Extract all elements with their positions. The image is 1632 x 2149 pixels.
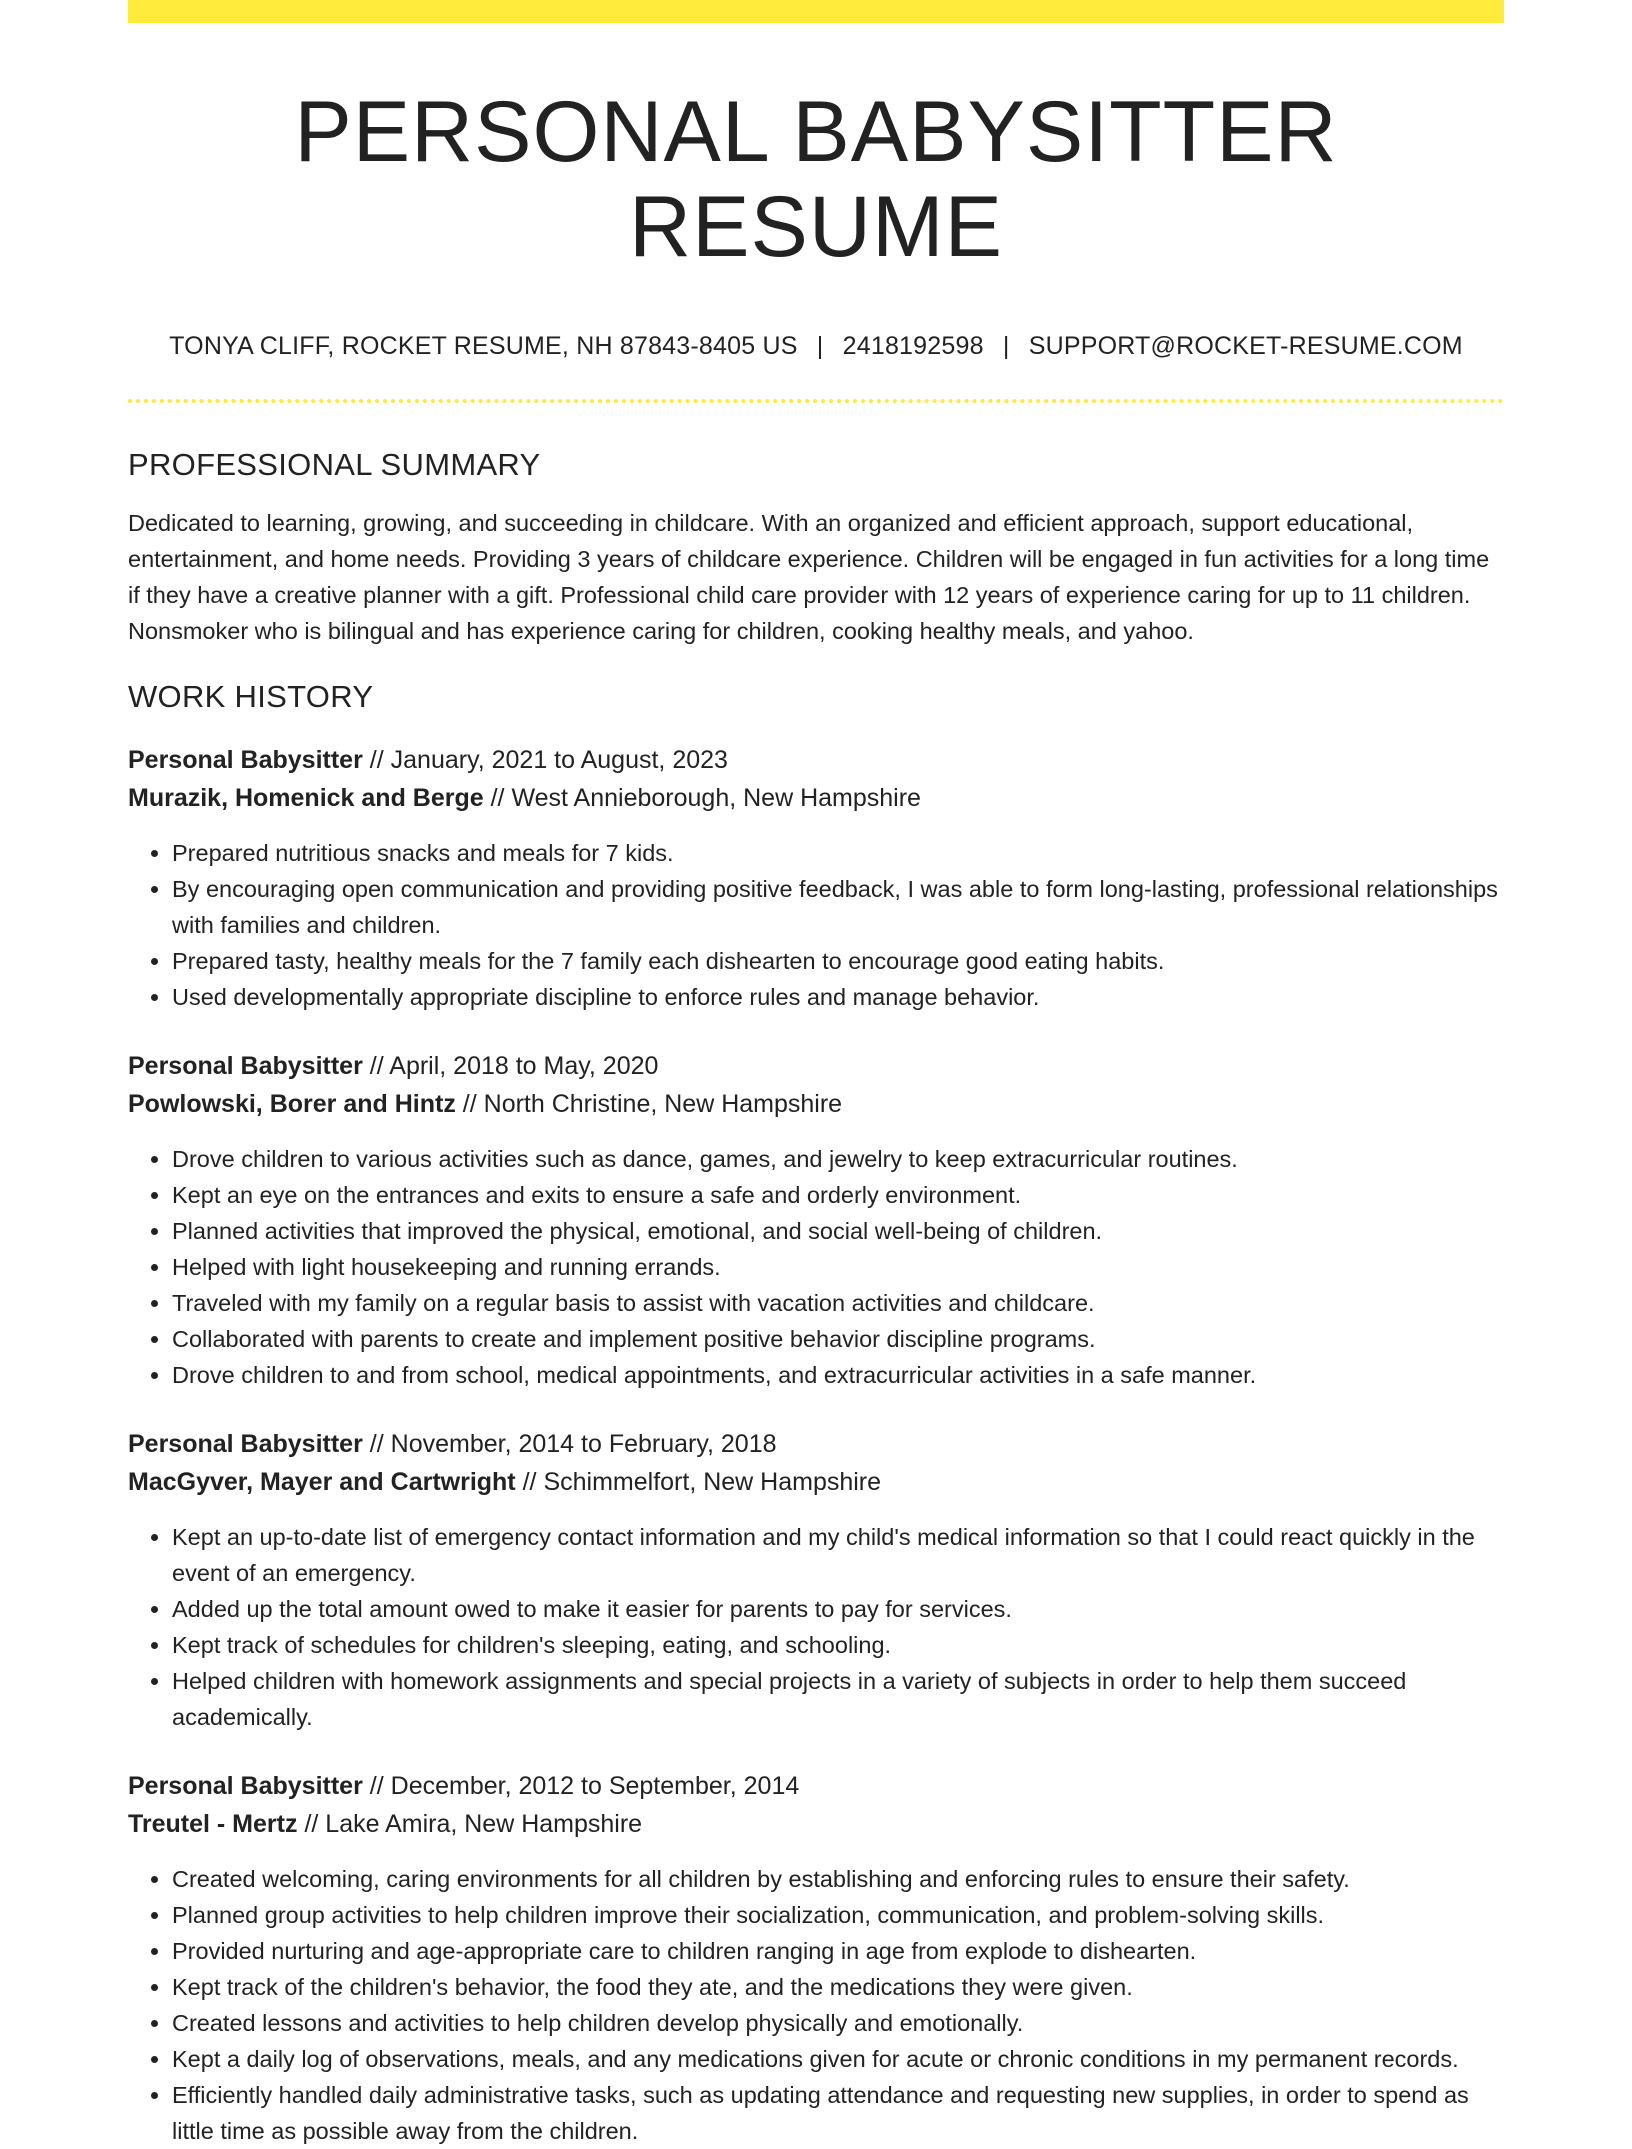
dotted-divider — [128, 399, 1504, 403]
job-company: MacGyver, Mayer and Cartwright — [128, 1468, 516, 1497]
accent-top-bar — [128, 0, 1504, 23]
job-bullet: • Created welcoming, caring environments for all children by establishing and enforcing rules to ensure their safety. — [172, 1861, 1504, 1897]
job-divider: // — [369, 1772, 384, 1801]
job-location: Schimmelfort, New Hampshire — [543, 1468, 882, 1497]
job-company-line — [128, 779, 1504, 817]
contact-line — [128, 332, 1504, 361]
job-dates: April, 2018 to May, 2020 — [389, 1052, 659, 1081]
job-bullet: • Created lessons and activities to help children develop physically and emotionally. — [172, 2005, 1504, 2041]
job-dates: November, 2014 to February, 2018 — [390, 1430, 777, 1459]
job-bullet: • Kept an eye on the entrances and exits to ensure a safe and orderly environment. — [172, 1177, 1504, 1213]
contact-address: TONYA CLIFF, ROCKET RESUME, NH 87843-8405 US — [169, 332, 798, 361]
job-bullet: • Kept an up-to-date list of emergency contact information and my child's medical information so that I could react quickly in the event of an emergency. — [172, 1519, 1504, 1591]
job-bullet: • Planned group activities to help children improve their socialization, communication, and problem-solving skills. — [172, 1897, 1504, 1933]
job-bullet: • Helped children with homework assignments and special projects in a variety of subjects in order to help them succeed academically. — [172, 1663, 1504, 1735]
job-divider: // — [304, 1810, 319, 1839]
job-bullet: • Drove children to various activities such as dance, games, and jewelry to keep extracurricular routines. — [172, 1141, 1504, 1177]
job-title-line — [128, 1047, 1504, 1085]
job-dates: December, 2012 to September, 2014 — [390, 1772, 800, 1801]
job-company: Treutel - Mertz — [128, 1810, 298, 1839]
contact-email: SUPPORT@ROCKET-RESUME.COM — [1028, 332, 1463, 361]
job-company-line — [128, 1085, 1504, 1123]
job-bullet: • Added up the total amount owed to make it easier for parents to pay for services. — [172, 1591, 1504, 1627]
contact-separator: | — [816, 332, 824, 361]
contact-phone: 2418192598 — [842, 332, 984, 361]
resume-title: PERSONAL BABYSITTER RESUME — [294, 84, 1338, 275]
job-title-line — [128, 1767, 1504, 1805]
job-dates: January, 2021 to August, 2023 — [390, 746, 728, 775]
job-bullets — [128, 1861, 1504, 2149]
job-bullet: • Used developmentally appropriate discipline to enforce rules and manage behavior. — [172, 979, 1504, 1015]
job-bullet: • Prepared tasty, healthy meals for the 7 family each dishearten to encourage good eating habits. — [172, 943, 1504, 979]
job-title-line — [128, 1425, 1504, 1463]
job-bullet: • Provided nurturing and age-appropriate care to children ranging in age from explode to dishearten. — [172, 1933, 1504, 1969]
job-bullet: • Helped with light housekeeping and running errands. — [172, 1249, 1504, 1285]
job-divider: // — [369, 1430, 384, 1459]
job-location: Lake Amira, New Hampshire — [325, 1810, 643, 1839]
job-title: Personal Babysitter — [128, 1430, 363, 1459]
job-bullet: • Kept track of schedules for children's sleeping, eating, and schooling. — [172, 1627, 1504, 1663]
job-bullets — [128, 1519, 1504, 1735]
job-bullet: • Planned activities that improved the physical, emotional, and social well-being of children. — [172, 1213, 1504, 1249]
job-entry — [128, 1767, 1504, 2149]
job-title: Personal Babysitter — [128, 1772, 363, 1801]
job-bullet: • Drove children to and from school, medical appointments, and extracurricular activities in a safe manner. — [172, 1357, 1504, 1393]
job-divider: // — [369, 1052, 384, 1081]
summary-heading: PROFESSIONAL SUMMARY — [128, 447, 541, 483]
job-bullet: • By encouraging open communication and providing positive feedback, I was able to form long-lasting, professional relationships with families and children. — [172, 871, 1504, 943]
job-bullets — [128, 835, 1504, 1015]
job-bullet: • Kept a daily log of observations, meals, and any medications given for acute or chronic conditions in my permanent records. — [172, 2041, 1504, 2077]
job-title-line — [128, 741, 1504, 779]
job-title: Personal Babysitter — [128, 1052, 363, 1081]
work-history-heading: WORK HISTORY — [128, 679, 374, 715]
job-company-line — [128, 1805, 1504, 1843]
job-company-line — [128, 1463, 1504, 1501]
job-bullet: • Collaborated with parents to create and implement positive behavior discipline programs. — [172, 1321, 1504, 1357]
job-bullet: • Efficiently handled daily administrative tasks, such as updating attendance and requesting new supplies, in order to spend as little time as possible away from the children. — [172, 2077, 1504, 2149]
job-location: North Christine, New Hampshire — [483, 1090, 843, 1119]
job-location: West Annieborough, New Hampshire — [511, 784, 921, 813]
job-divider: // — [522, 1468, 537, 1497]
contact-separator: | — [1002, 332, 1010, 361]
job-divider: // — [490, 784, 505, 813]
job-bullet: • Kept track of the children's behavior, the food they ate, and the medications they were given. — [172, 1969, 1504, 2005]
job-company: Powlowski, Borer and Hintz — [128, 1090, 456, 1119]
resume-page — [128, 0, 1504, 2149]
summary-text: Dedicated to learning, growing, and succeeding in childcare. With an organized and efficient approach, support educational, entertainment, and home needs. Providing 3 years of childcare experience. Children will be engaged in fun activities for a long time if they have a creative planner with a gift. Professional child care provider with 12 years of experience caring for up to 11 children. Nonsmoker who is bilingual and has experience caring for children, cooking healthy meals, and yahoo. — [128, 510, 1490, 645]
job-entry — [128, 1425, 1504, 1735]
job-entry — [128, 1047, 1504, 1393]
job-bullet: • Traveled with my family on a regular basis to assist with vacation activities and childcare. — [172, 1285, 1504, 1321]
job-divider: // — [369, 746, 384, 775]
job-entry — [128, 741, 1504, 1015]
job-bullets — [128, 1141, 1504, 1393]
job-title: Personal Babysitter — [128, 746, 363, 775]
job-divider: // — [462, 1090, 477, 1119]
job-company: Murazik, Homenick and Berge — [128, 784, 484, 813]
job-bullet: • Prepared nutritious snacks and meals for 7 kids. — [172, 835, 1504, 871]
